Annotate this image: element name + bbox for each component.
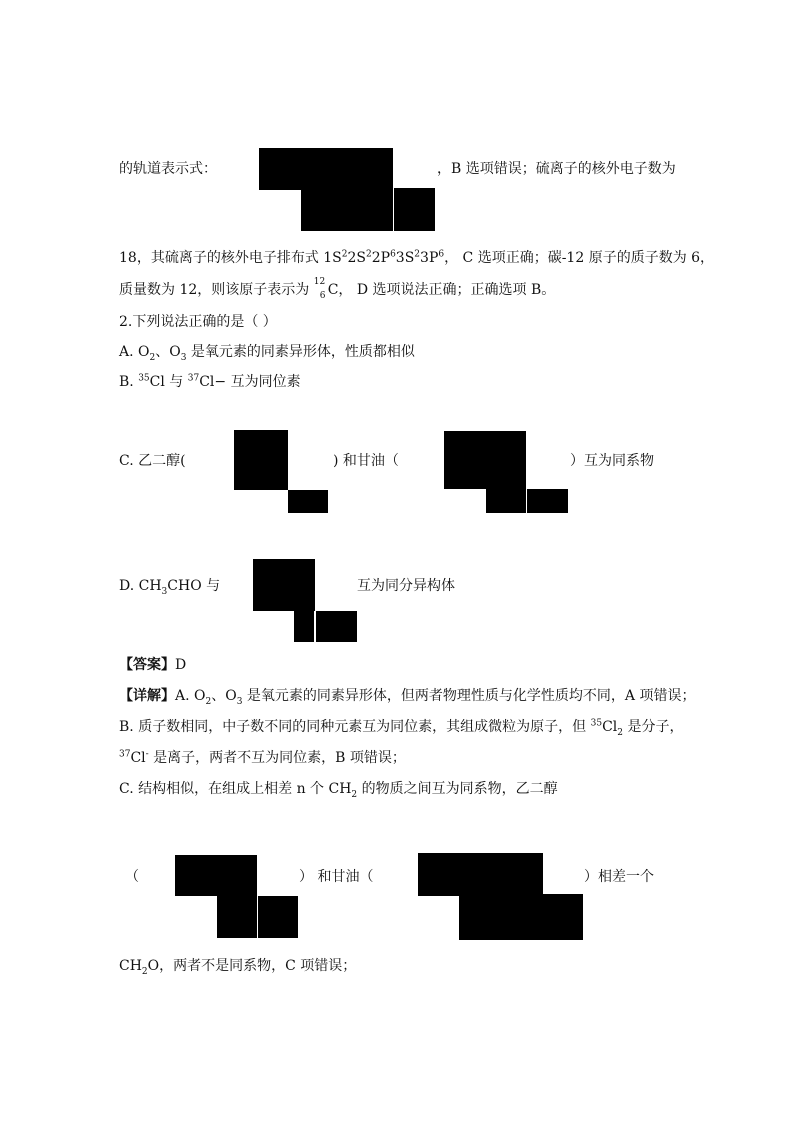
orbital-diagram-image-part: [394, 188, 435, 231]
text: 质量数为 12，则该原子表示为: [119, 282, 314, 298]
text: 是离子，两者不互为同位素，B 项错误；: [148, 750, 406, 766]
text: CHO 与: [167, 578, 221, 594]
detail-line-b: [119, 717, 683, 737]
text: O，两者不是同系物，C 项错误；: [147, 958, 357, 974]
subscript: 2: [141, 966, 148, 977]
superscript: 37: [119, 749, 131, 760]
answer-value: D: [175, 657, 187, 673]
text: ， C 选项正确；碳-12 原子的质子数为 6，: [444, 250, 715, 266]
text: 、O: [155, 344, 181, 360]
ethylene-glycol-structure-image-part: [258, 896, 298, 938]
answer-tag: 【答案】: [119, 657, 175, 673]
superscript: 2: [414, 249, 421, 260]
text: 2P: [371, 250, 391, 266]
text: ）互为同系物: [570, 453, 654, 469]
text: D. CH: [119, 578, 162, 594]
text: ）相差一个: [584, 869, 654, 885]
text-line: [119, 159, 217, 179]
text: Cl− 互为同位素: [199, 374, 301, 390]
text: 2S: [347, 250, 366, 266]
subscript: 3: [161, 586, 168, 597]
text: 是氧元素的同素异形体，但两者物理性质与化学性质均不同，A 项错误；: [242, 688, 696, 704]
ethylene-glycol-structure-image-part: [217, 896, 257, 938]
text: Cl 与: [149, 374, 188, 390]
option-a: [119, 342, 415, 362]
text: 3S: [395, 250, 415, 266]
text-line: [584, 867, 654, 887]
text: ） 和甘油（: [299, 869, 374, 885]
superscript: 35: [138, 373, 150, 384]
text: ) 和甘油（: [333, 453, 399, 469]
superscript: -: [145, 749, 149, 760]
ethylene-glycol-structure-image: [175, 855, 257, 896]
text: C， D 选项说法正确；正确选项 B。: [327, 282, 556, 298]
option-c-label: [119, 451, 186, 471]
ethylene-glycol-structure-image: [234, 430, 288, 490]
detail-line-c: [119, 779, 558, 799]
glycerol-structure-image-part: [527, 489, 568, 513]
glycerol-structure-image: [418, 853, 543, 896]
text: C. 乙二醇(: [119, 453, 186, 469]
subscript: 2: [205, 696, 212, 707]
isomer-structure-image-part: [316, 611, 357, 642]
subscript: 3: [236, 696, 243, 707]
answer-line: [119, 655, 186, 675]
text: 3P: [420, 250, 439, 266]
option-d-label: [119, 576, 220, 596]
superscript: 37: [187, 373, 200, 384]
subscript: 2: [149, 352, 156, 363]
superscript: 35: [590, 718, 603, 729]
text-line: [333, 451, 399, 471]
glycerol-structure-image-part: [486, 489, 526, 513]
glycerol-structure-image: [444, 431, 526, 489]
text: B. 质子数相同，中子数不同的同种元素互为同位素，其组成微粒为原子，但: [119, 719, 591, 735]
question-title: [119, 312, 277, 332]
superscript: 2: [341, 249, 348, 260]
subscript: 2: [351, 789, 358, 800]
text: Cl: [602, 719, 618, 735]
text: 是分子，: [623, 719, 684, 735]
detail-line-c-cont: [119, 956, 356, 976]
superscript: 2: [366, 249, 372, 260]
isotope-notation: 12 6: [313, 277, 326, 301]
text: 的轨道表示式：: [119, 161, 217, 177]
text-line: [299, 867, 373, 887]
text: （: [125, 869, 139, 885]
text: 互为同分异构体: [357, 578, 455, 594]
detail-tag: 【详解】: [119, 688, 175, 704]
text-line: [119, 277, 556, 301]
text: C. 结构相似，在组成上相差 n 个 CH: [119, 781, 352, 797]
text: CH: [119, 958, 142, 974]
text-line: [570, 451, 654, 471]
text: B.: [119, 374, 139, 390]
text-line: [119, 248, 714, 268]
text: A. O: [119, 344, 150, 360]
isomer-structure-image-part: [294, 611, 314, 642]
text: 2.下列说法正确的是（ ）: [119, 314, 277, 330]
orbital-diagram-image: [259, 148, 393, 190]
text-line: [125, 867, 139, 887]
ethylene-glycol-structure-image-part: [288, 490, 328, 513]
isomer-structure-image: [253, 559, 315, 611]
text: 、O: [211, 688, 237, 704]
text: A. O: [175, 688, 206, 704]
subscript: 2: [617, 727, 624, 738]
detail-line-b-cont: [119, 748, 406, 768]
subscript: 3: [180, 352, 187, 363]
option-b: [119, 372, 301, 392]
detail-line-a: [119, 686, 695, 706]
text: 是氧元素的同素异形体，性质都相似: [186, 344, 415, 360]
text: 的物质之间互为同系物，乙二醇: [357, 781, 558, 797]
text: Cl: [130, 750, 146, 766]
text-line: [437, 159, 676, 179]
text-line: [357, 576, 455, 596]
superscript: 6: [438, 249, 445, 260]
text: ，B 选项错误；硫离子的核外电子数为: [437, 161, 676, 177]
text: 18，其硫离子的核外电子排布式 1S: [119, 250, 342, 266]
glycerol-structure-image-part: [459, 894, 583, 940]
orbital-diagram-image-part: [301, 188, 393, 231]
superscript: 6: [390, 249, 396, 260]
